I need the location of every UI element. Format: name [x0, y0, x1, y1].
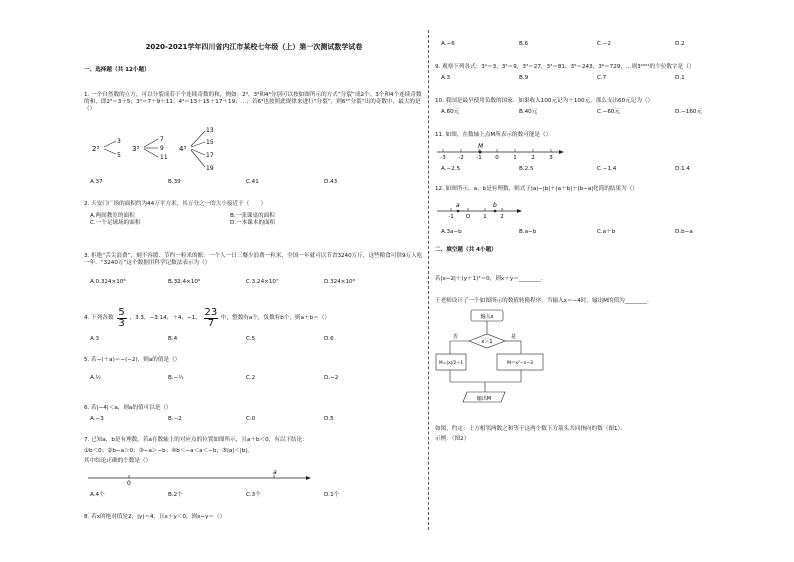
- q1-odd: 9: [160, 145, 164, 152]
- option: D.6: [324, 336, 334, 342]
- option: B.−2: [168, 416, 182, 422]
- q1-odd: 13: [206, 127, 214, 134]
- q12-point-b: [494, 210, 497, 213]
- q4-text-b: ，3.3，−3.14，＋4，−1，: [129, 314, 201, 321]
- tick-label: -3: [440, 155, 446, 161]
- option: C.−2: [597, 41, 611, 47]
- option: D.5: [324, 416, 334, 422]
- q4-fraction-2: [204, 308, 218, 329]
- q1-odd: 17: [206, 152, 214, 159]
- question-12: 12. 如图所示，a，b是有理数，则式子|a|−|b|＋|a＋b|＋|b−a|化简的结果为（）: [435, 186, 638, 192]
- question-15: 如图，约定：上方相邻两数之和等于这两个数下方箭头共同指向的数（图1）．: [435, 426, 626, 432]
- question-1: 1. 一个自然数的立方，可以分裂成若干个连续奇数的和，例如：2³，3³和4³分别可以按如图所示的方式“分裂”成2个、3个和4个连续奇数的和，即2³＝3＋5；3³＝7＋9＋11；4³＝13＋15＋17＋19；…；若6³也按照此规律来进行“分裂”，则6³“分裂”出的奇数中，最大的是（）: [84, 92, 422, 112]
- option: D.−2: [324, 375, 339, 381]
- question-7: 7. 已知a，b是有理数，若a在数轴上的对应点的位置如图所示，且a＋b＜0，有以下结论：: [84, 437, 308, 443]
- option: B.39: [168, 179, 181, 185]
- q12-number-line: [435, 200, 565, 222]
- option: A.0.324×10⁸: [90, 279, 126, 285]
- option: C.0: [246, 416, 256, 422]
- question-10: 10. 我国是最早使用负数的国家．如果收入100元记为＋100元，那么支出60元记为（）: [435, 98, 654, 104]
- flow-yes: 是: [511, 334, 517, 340]
- option: A.3: [90, 336, 100, 342]
- section-heading-fill: 二、填空题（共 4小题）: [435, 247, 497, 253]
- option: D.1.4: [675, 166, 690, 172]
- option: C.5: [246, 336, 256, 342]
- option: C.−1.4: [597, 166, 617, 172]
- option: B.a−b: [519, 229, 537, 235]
- q7-number-line: [84, 470, 314, 486]
- option: C.3.24×10⁷: [246, 279, 279, 285]
- option: C.41: [246, 179, 259, 185]
- q7-prompt: 其中结论正确的个数是（）: [84, 458, 152, 464]
- option: D.324×10⁸: [324, 279, 355, 285]
- q12-point-a: [457, 210, 460, 213]
- option: A.4个: [90, 492, 105, 498]
- flow-output: 输出M: [476, 396, 492, 402]
- option: C.2: [246, 375, 256, 381]
- tick-label: O: [465, 214, 471, 220]
- q1-odd: 19: [206, 165, 214, 172]
- q4-frac2-den: 7: [207, 317, 215, 329]
- flow-condition: x＞1: [481, 339, 493, 345]
- tick-label: 1: [513, 155, 517, 161]
- tick-label: 2: [531, 155, 535, 161]
- q1-options: [90, 179, 402, 186]
- q12-options: [441, 229, 753, 236]
- question-4: [84, 306, 424, 330]
- q10-options: [441, 109, 753, 116]
- option: A.−3: [90, 416, 104, 422]
- option: D.−160元: [675, 109, 703, 115]
- page-title: 2020-2021学年四川省内江市某校七年级（上）第一次测试数学试卷: [145, 43, 363, 51]
- tick-label: 1: [483, 214, 487, 220]
- q8-options: [441, 41, 753, 48]
- option: A.−2.5: [441, 166, 461, 172]
- q11-label-m: M: [478, 143, 484, 150]
- q3-options: [90, 279, 402, 286]
- flow-no: 否: [453, 334, 459, 340]
- q7-label-0: 0: [127, 480, 131, 486]
- q1-split-diagram: [84, 124, 264, 174]
- q12-label-a: a: [456, 202, 460, 209]
- option: A.3a−b: [441, 229, 462, 235]
- option: B.32.4×10⁶: [168, 279, 201, 285]
- tick-label: 2: [500, 214, 504, 220]
- flow-left-box: M＝|x|/2＋1: [438, 360, 464, 365]
- option: B.一张课桌的面积: [230, 213, 275, 219]
- right-column: [435, 0, 775, 562]
- q1-cube-3: 3³: [132, 145, 140, 153]
- option: B.9: [519, 75, 529, 81]
- q4-text-a: 4. 下列各数: [84, 314, 114, 321]
- tick-label: -1: [476, 155, 482, 161]
- question-11: 11. 如图，在数轴上点M所表示的数可能是（）: [435, 132, 552, 138]
- q4-text-c: 中，整数有a个，负数有b个，则a＋b＝（）: [220, 314, 330, 321]
- option: A.60元: [441, 109, 460, 115]
- q11-number-line: [435, 140, 565, 164]
- option: D.b−a: [675, 229, 693, 235]
- q1-odd: 15: [206, 139, 214, 146]
- q4-frac1-num: 5: [118, 306, 125, 318]
- q1-odd: 3: [117, 138, 121, 145]
- option: D.1个: [324, 492, 340, 498]
- question-8: 8. 若x的绝对值是2，|y|＝4，且x＋y＜0，则x−y＝（）: [84, 514, 226, 520]
- question-9: 9. 观察下列各式：3¹＝3，3²＝9，3³＝27，3⁴＝81，3⁵＝243，3⁶＝729，…则3²⁰²¹的个位数字是（）: [435, 64, 695, 70]
- flow-input: 输入x: [480, 314, 494, 320]
- tick-label: 0: [495, 155, 499, 161]
- section-heading-choice: 一、选择题（共 12小题）: [84, 67, 150, 73]
- option: A.3: [441, 75, 451, 81]
- option: C.−60元: [597, 109, 621, 115]
- q11-options: [441, 166, 753, 173]
- option: D.一本课本的面积: [230, 219, 276, 226]
- option: C.7: [597, 75, 607, 81]
- option: B.4: [168, 336, 178, 342]
- q4-fraction-1: [117, 308, 127, 329]
- option: B.6: [519, 41, 529, 47]
- q1-odd: 11: [160, 154, 168, 161]
- option: B.2个: [168, 492, 183, 498]
- option: D.2: [675, 41, 685, 47]
- option: B.40元: [519, 109, 538, 115]
- q4-frac2-num: 23: [204, 306, 218, 318]
- q2-options: [90, 213, 390, 227]
- q9-options: [441, 75, 753, 82]
- question-5: 5. 若−(＋a)＝−(−2)，则a的值是（）: [84, 357, 181, 363]
- option: C.a＋b: [597, 229, 616, 235]
- q14-flowchart: [435, 308, 545, 406]
- q7-conclusions: ①b＜0；②b−a＞0；③−a＞−b；④b＜−a＜a＜−b；⑤|a|＜|b|，: [84, 448, 253, 454]
- q1-cube-2: 2³: [92, 145, 100, 153]
- q6-options: [90, 416, 402, 423]
- option: C.一个足球场的面积: [90, 219, 141, 226]
- tick-label: -2: [458, 155, 464, 161]
- question-6: 6. 若|−4|＜a，则a的值可以是（）: [84, 405, 172, 411]
- q12-label-b: b: [493, 202, 497, 209]
- q11-point-m: [479, 151, 482, 154]
- question-3: 3. 拒绝“舌尖浪费”，刻不容缓．节约一粒米的账：一个人一日三餐少浪费一粒米，全国一年就可以节省3240万斤，这些粮食可供9万人吃一年．“3240万”这个数据用科学记数法表示为（）: [84, 253, 423, 266]
- option: A.−6: [441, 41, 455, 47]
- q5-options: [90, 375, 402, 382]
- question-13: 若|x−2|＋(y＋1)²＝0，则x＋y＝________．: [435, 276, 547, 282]
- question-2: 2. 天安门广场的面积约为44万平方米，其万分之一的大小接近于（ ）: [84, 201, 267, 207]
- tick-label: 3: [549, 155, 553, 161]
- option: D.1: [675, 75, 685, 81]
- question-14: 王老师设计了一个如图所示的数值转换程序，当输入x＝−4时，输出M的值为________．: [435, 298, 653, 304]
- option: C.3个: [246, 492, 261, 498]
- option: A.½: [90, 375, 101, 381]
- option: A.两间教室的面积: [90, 213, 135, 219]
- option: D.43: [324, 179, 338, 185]
- q4-frac1-den: 3: [118, 317, 125, 329]
- tick-label: -1: [448, 214, 454, 220]
- q7-options: [90, 492, 402, 499]
- q1-odd: 7: [160, 136, 164, 143]
- option: B.2.5: [519, 166, 534, 172]
- column-divider: [428, 30, 429, 530]
- q7-label-a: a: [273, 470, 277, 476]
- left-column: [84, 0, 424, 562]
- q1-odd: 5: [117, 152, 121, 159]
- option: A.37: [90, 179, 103, 185]
- q15-example: 示例：（图2）: [435, 436, 470, 442]
- option: B.−½: [168, 375, 184, 381]
- flow-right-box: M＝x²−x−3: [507, 361, 533, 366]
- q1-cube-4: 4³: [179, 145, 187, 153]
- q4-options: [90, 336, 402, 343]
